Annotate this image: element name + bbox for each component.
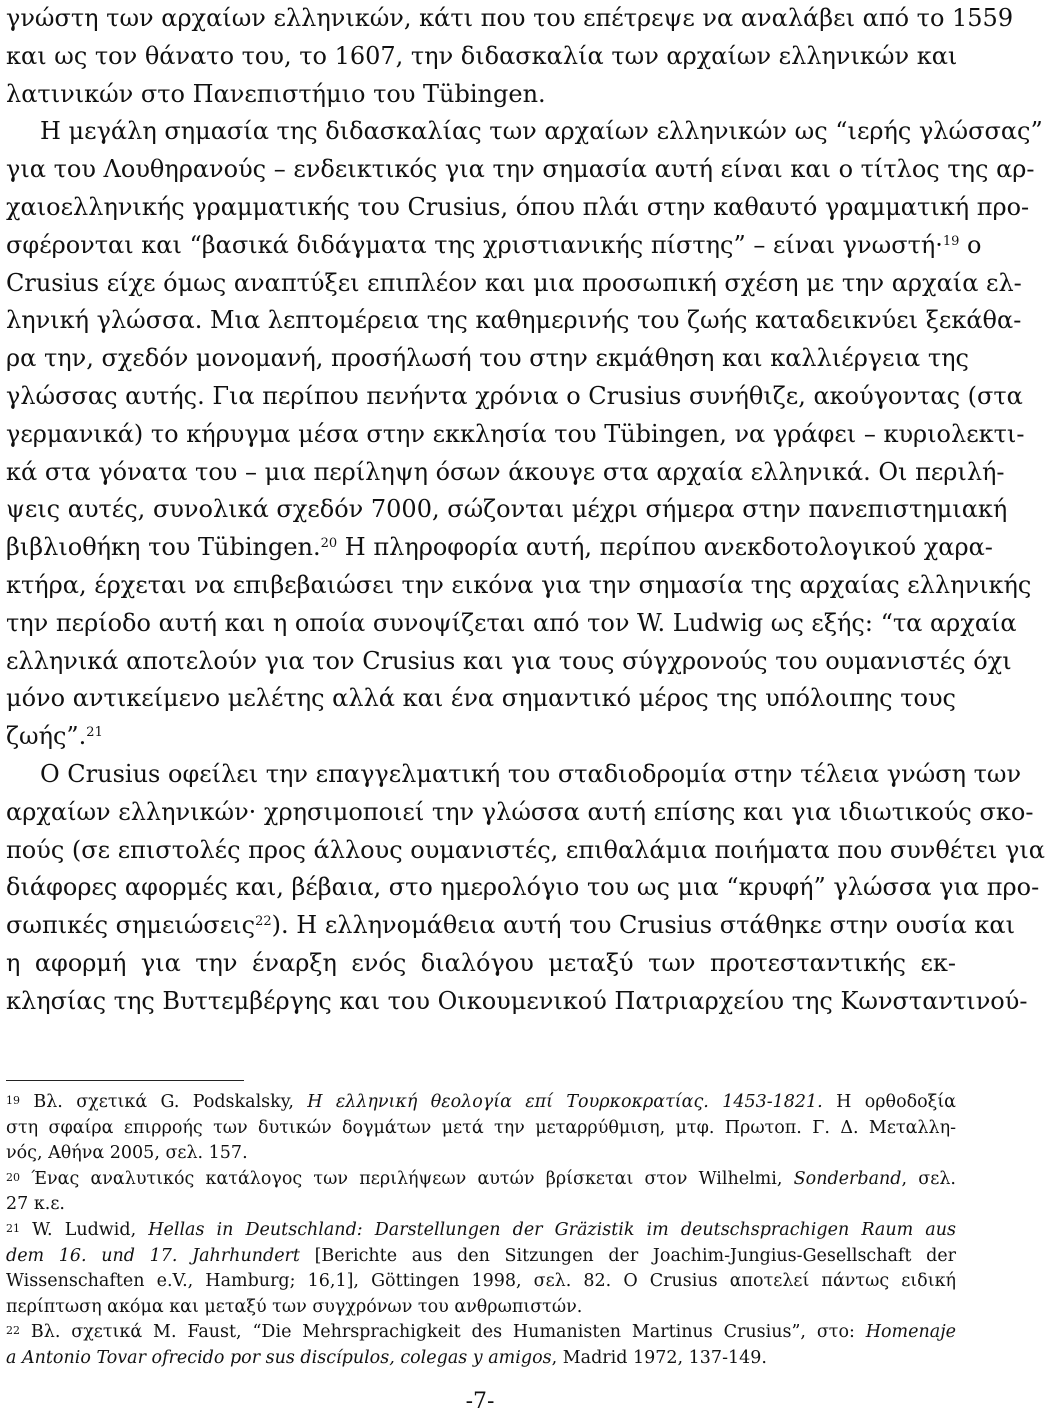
body-text: για του Λουθηρανούς – ενδεικτικός για την σημασία αυτή είναι και ο τίτλος της αρ- <box>6 155 1035 184</box>
footnote-text: Βλ. σχετικά M. Faust, “Die Mehrsprachigkeit des Humanisten Martinus Crusius”, στο: <box>30 1322 866 1343</box>
body-text: αρχαίων ελληνικών· χρησιμοποιεί την γλώσσα αυτή επίσης και για ιδιωτικούς σκο- <box>6 797 1034 826</box>
footnote-line <box>6 1269 956 1295</box>
footnote-rule <box>6 1080 244 1081</box>
body-line <box>6 454 1005 492</box>
body-line <box>6 945 956 983</box>
footnote-text: Wissenschaften e.V., Hamburg; 16,1], Göttingen 1998, σελ. 82. Ο Crusius αποτελεί πάντως ειδική <box>6 1271 956 1292</box>
body-text: ρα την, σχεδόν μονομανή, προσήλωσή του στην εκμάθηση και καλλιέργεια της <box>6 344 969 373</box>
footnote-line <box>6 1320 956 1346</box>
footnote-number: 20 <box>6 1170 20 1184</box>
footnote-line <box>6 1116 956 1142</box>
body-text: κλησίας της Βυττεμβέργης και του Οικουμενικού Πατριαρχείου της Κωνσταντινού- <box>6 986 1028 1015</box>
body-text: και ως τον θάνατο του, το 1607, την διδασκαλία των αρχαίων ελληνικών και <box>6 41 958 70</box>
footnote-number: 22 <box>6 1324 20 1338</box>
footnote-number: 19 <box>6 1094 20 1107</box>
body-line <box>6 491 1008 529</box>
body-line <box>6 643 1012 681</box>
body-text: σωπικές σημειώσεις <box>6 911 256 940</box>
body-text: Crusius είχε όμως αναπτύξει επιπλέον και μια προσωπική σχέση με την αρχαία ελ- <box>6 268 1022 297</box>
footnote-line <box>6 1167 956 1193</box>
footnote-ref: 19 <box>942 233 960 249</box>
body-line <box>6 680 956 718</box>
body-text: μόνο αντικείμενο μελέτης αλλά και ένα σημαντικό μέρος της υπόλοιπης τους <box>6 684 956 713</box>
footnote-title: Sonderband <box>793 1168 902 1189</box>
footnote-text: στη σφαίρα επιρροής των δυτικών δογμάτων μετά την μεταρρύθμιση, μτφ. Πρωτοπ. Γ. Δ. Μεταλλη- <box>6 1117 956 1138</box>
footnote-title: Homenaje <box>865 1322 956 1343</box>
page-number: -7- <box>465 1389 495 1414</box>
body-line <box>6 605 1017 643</box>
body-text: Η μεγάλη σημασία της διδασκαλίας των αρχαίων ελληνικών ως “ιερής γλώσσας” <box>40 117 1043 146</box>
footnote-line <box>6 1295 956 1321</box>
body-line <box>6 265 1022 303</box>
body-text: ελληνικά αποτελούν για τον Crusius και για τους σύγχρονούς του ουμανιστές όχι <box>6 646 1012 675</box>
footnote-text: , σελ. <box>901 1168 956 1189</box>
footnote-line <box>6 1090 956 1116</box>
footnote-title: Η ελληνική θεολογία επί Τουρκοκρατίας. 1453-1821. <box>307 1092 823 1112</box>
body-line <box>6 567 1032 605</box>
footnote-title: Hellas in Deutschland: Darstellungen der Gräzistik im deutschsprachigen Raum aus <box>148 1219 956 1240</box>
body-text: ο <box>959 230 982 259</box>
footnote-line <box>6 1244 956 1270</box>
body-text: ). Η ελληνομάθεια αυτή του Crusius στάθηκε στην ουσία και <box>271 911 1016 940</box>
footnote-line <box>6 1192 956 1218</box>
footnote-text: , Madrid 1972, 137-149. <box>551 1347 767 1368</box>
body-text: κτήρα, έρχεται να επιβεβαιώσει την εικόνα για την σημασία της αρχαίας ελληνικής <box>6 570 1032 599</box>
body-line <box>6 227 982 265</box>
footnote-line <box>6 1346 956 1372</box>
footnote-title: dem 16. und 17. Jahrhundert <box>6 1245 300 1266</box>
footnote-ref: 21 <box>86 725 103 741</box>
body-text: ζωής”. <box>6 722 87 751</box>
body-text: διάφορες αφορμές και, βέβαια, στο ημερολόγιο του ως μια “κρυφή” γλώσσα για προ- <box>6 873 1040 902</box>
footnote-text: Βλ. σχετικά G. Podskalsky, <box>33 1092 308 1112</box>
body-line <box>6 151 1035 189</box>
body-line <box>6 718 956 756</box>
body-text: χαιοελληνικής γραμματικής του Crusius, όπου πλάι στην καθαυτό γραμματική προ- <box>6 192 1030 221</box>
body-text: Ο Crusius οφείλει την επαγγελματική του σταδιοδρομία στην τέλεια γνώση των <box>40 759 1022 788</box>
body-text: πούς (σε επιστολές προς άλλους ουμανιστές, επιθαλάμια ποιήματα που συνθέτει για <box>6 835 1045 864</box>
footnote-text: νός, Αθήνα 2005, σελ. 157. <box>6 1143 248 1164</box>
footnote-text: 27 κ.ε. <box>6 1194 65 1215</box>
body-line <box>6 869 1040 907</box>
body-line <box>6 529 993 567</box>
body-line <box>6 0 1014 38</box>
body-line <box>6 832 1045 870</box>
body-line <box>6 189 1030 227</box>
body-line <box>6 907 1016 945</box>
body-text: ψεις αυτές, συνολικά σχεδόν 7000, σώζονται μέχρι σήμερα στην πανεπιστημιακή <box>6 495 1008 524</box>
body-line <box>6 340 969 378</box>
footnote-text: Η ορθοδοξία <box>822 1092 956 1112</box>
footnote-title: a Antonio Tovar ofrecido por sus discípulos, colegas y amigos <box>6 1347 552 1368</box>
body-line <box>6 38 956 76</box>
body-text: την περίοδο αυτή και η οποία συνοψίζεται από τον W. Ludwig ως εξής: “τα αρχαία <box>6 608 1017 637</box>
footnote-number: 21 <box>6 1221 20 1235</box>
body-text: λατινικών στο Πανεπιστήμιο του Tübingen. <box>6 79 546 108</box>
body-text: Η πληροφορία αυτή, περίπου ανεκδοτολογικού χαρα- <box>337 533 993 562</box>
footnote-text: [Berichte aus den Sitzungen der Joachim-Jungius-Gesellschaft der <box>299 1245 956 1266</box>
body-line <box>6 756 1022 794</box>
body-text: βιβλιοθήκη του Tübingen. <box>6 533 321 562</box>
body-line <box>6 983 1028 1021</box>
footnote-line <box>6 1218 956 1244</box>
body-line <box>6 302 1022 340</box>
body-line <box>6 794 1034 832</box>
body-text: κά στα γόνατα του – μια περίληψη όσων άκουγε στα αρχαία ελληνικά. Οι περιλή- <box>6 457 1005 486</box>
body-line <box>6 378 1023 416</box>
body-line <box>6 113 1043 151</box>
body-text: ληνική γλώσσα. Μια λεπτομέρεια της καθημερινής του ζωής καταδεικνύει ξεκάθα- <box>6 306 1022 335</box>
body-text: σφέρονται και “βασικά διδάγματα της χριστιανικής πίστης” – είναι γνωστή· <box>6 230 943 259</box>
footnote-text: W. Ludwid, <box>32 1219 149 1240</box>
body-text: γλώσσας αυτής. Για περίπου πενήντα χρόνια ο Crusius συνήθιζε, ακούγοντας (στα <box>6 381 1023 410</box>
footnotes <box>6 1090 956 1372</box>
body-text: γερμανικά) το κήρυγμα μέσα στην εκκλησία του Tübingen, να γράφει – κυριολεκτι- <box>6 419 1025 448</box>
footnote-line <box>6 1141 956 1167</box>
footnote-text: Ένας αναλυτικός κατάλογος των περιλήψεων αυτών βρίσκεται στον Wilhelmi, <box>31 1168 794 1189</box>
footnote-ref: 20 <box>320 536 338 552</box>
body-text: γνώστη των αρχαίων ελληνικών, κάτι που του επέτρεψε να αναλάβει από το 1559 <box>6 4 1014 32</box>
main-text <box>6 0 1045 1021</box>
body-line <box>6 76 956 114</box>
body-text: η αφορμή για την έναρξη ενός διαλόγου μεταξύ των προτεσταντικής εκ- <box>6 948 956 977</box>
page <box>6 0 1045 1021</box>
footnote-text: περίπτωση ακόμα και μεταξύ των συγχρόνων του ανθρωπιστών. <box>6 1296 583 1317</box>
footnote-ref: 22 <box>255 914 272 930</box>
body-line <box>6 416 1025 454</box>
